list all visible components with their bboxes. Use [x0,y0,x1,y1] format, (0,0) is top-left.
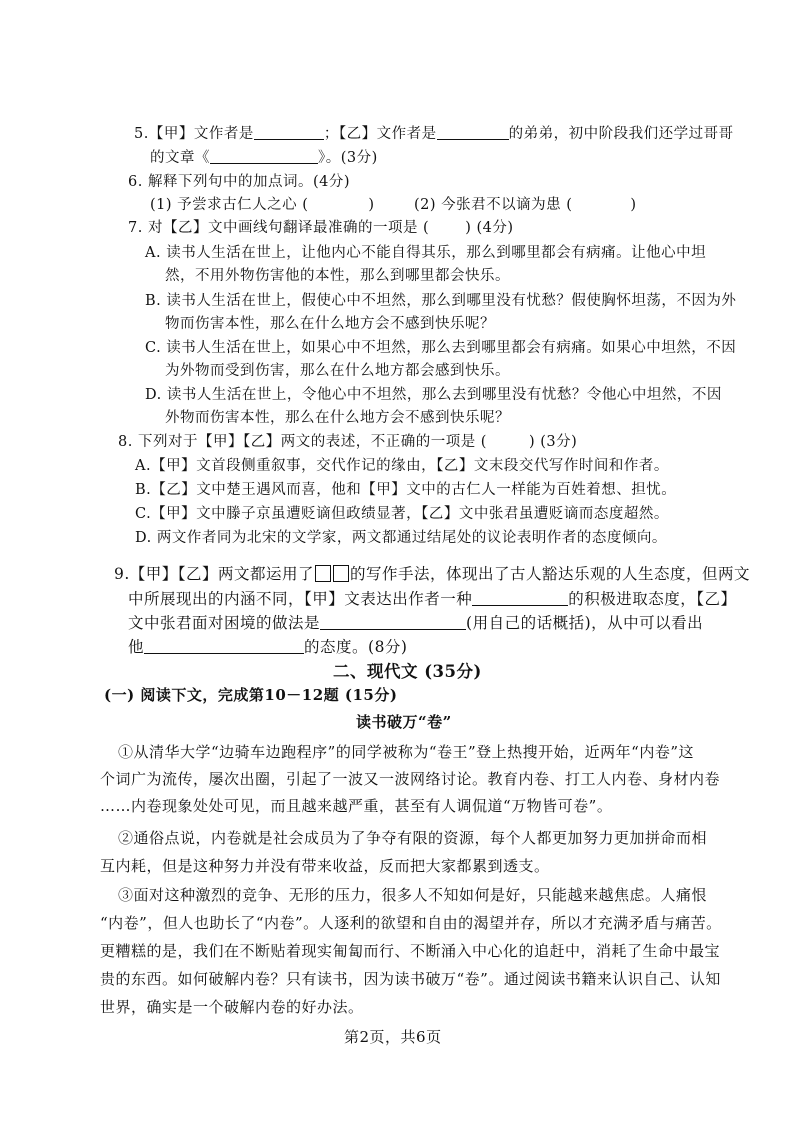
q9-text-3: 中所展现出的内涵不同，【甲】文表达出作者一种 [128,590,473,608]
q9-method-blank[interactable] [320,615,466,630]
q9-text-2: 的写作手法，体现出了古人豁达乐观的人生态度，但两文 [350,565,751,583]
q9-line1 [114,562,750,584]
q5-text-4: 的文章《 [150,150,210,166]
article-p3-line5: 世界，确实是一个破解内卷的好办法。 [100,998,364,1016]
q5-text-1: 5.【甲】文作者是 [134,126,254,142]
q6-item-2-text: (2) 今张君不以谪为患 ( [414,197,573,213]
article-p3-line2: “内卷”，但人也助长了“内卷”。人逐利的欲望和自由的渴望并存，所以才充满矛盾与痛苦。 [100,914,722,932]
q9-box-2[interactable] [333,565,349,582]
article-p3-line3: 更糟糕的是，我们在不断贴着现实匍匐而行、不断涌入中心化的追赶中，消耗了生命中最宝 [100,942,721,960]
article-p2-line1: ②通俗点说，内卷就是社会成员为了争夺有限的资源，每个人都更加努力更加拼命而相 [118,829,708,847]
article-p2-line2: 互内耗，但是这种努力并没有带来收益，反而把大家都累到透支。 [100,857,550,875]
q9-text-1: 9.【甲】【乙】两文都运用了 [114,565,315,583]
q8-title [118,430,577,451]
q9-text-5: 文中张君面对困境的做法是 [128,614,321,632]
q5-line2 [150,146,378,167]
article-title: 读书破万“卷” [356,713,452,731]
q8-option-a: A.【甲】文首段侧重叙事，交代作记的缘由，【乙】文末段交代写作时间和作者。 [135,458,669,474]
q7-option-c-line1: C. 读书人生活在世上，如果心中不坦然，那么去到哪里都会有病痛。如果心中坦然，不因 [145,340,737,356]
q8-option-c: C.【甲】文中滕子京虽遭贬谪但政绩显著，【乙】文中张君虽遭贬谪而态度超然。 [135,506,669,522]
q8-title-end: ) (3分) [528,434,578,450]
q6-item-1-text: (1) 予尝求古仁人之心 ( [150,197,309,213]
q5-text-5: 》。(3分) [318,150,378,166]
q5-author-b-blank[interactable] [437,125,509,140]
section-2-subheading: (一) 阅读下文，完成第10－12题 (15分) [104,686,398,704]
q7-title [128,216,514,237]
q7-title-text: 7. 对【乙】文中画线句翻译最准确的一项是 ( [128,220,430,236]
article-p1-line1: ①从清华大学“边骑车边跑程序”的同学被称为“卷王”登上热搜开始，近两年“内卷”这 [118,743,695,761]
page-number: 第2页，共6页 [344,1028,442,1046]
article-p3-line1: ③面对这种激烈的竞争、无形的压力，很多人不知如何是好，只能越来越焦虑。人痛恨 [118,886,708,904]
section-2-heading: 二、现代文 (35分) [333,662,482,681]
q7-option-d-line1: D. 读书人生活在世上，令他心中不坦然，那么去到哪里没有忧愁？令他心中坦然，不因 [145,387,722,403]
q7-option-d-line2: 外物而伤害本性，那么在什么地方会不感到快乐呢？ [165,410,510,426]
q9-box-1[interactable] [315,565,331,582]
q9-attitude2-blank[interactable] [144,639,304,654]
article-p1-line3: ……内卷现象处处可见，而且越来越严重，甚至有人调侃道“万物皆可卷”。 [100,797,613,815]
q8-title-text: 8. 下列对于【甲】【乙】两文的表述，不正确的一项是 ( [118,434,487,450]
q9-text-6: (用自己的话概括)，从中可以看出 [466,614,704,632]
q7-option-a-line1: A. 读书人生活在世上，让他内心不能自得其乐，那么到哪里都会有病痛。让他心中坦 [145,245,707,261]
q9-line3 [128,611,703,633]
q7-title-end: ) (4分) [465,220,514,236]
q8-option-d: D. 两文作者同为北宋的文学家，两文都通过结尾处的议论表明作者的态度倾向。 [135,530,667,546]
article-p1-line2: 个词广为流传，屡次出圈，引起了一波又一波网络讨论。教育内卷、打工人内卷、身材内卷 [100,770,721,788]
q9-text-7: 他 [128,638,145,656]
q7-option-c-line2: 为外物而受到伤害，那么在什么地方都会感到快乐。 [165,363,510,379]
article-p3-line4: 贵的东西。如何破解内卷？只有读书，因为读书破万“卷”。通过阅读书籍来认识自己、认知 [100,970,721,988]
q7-option-b-line1: B. 读书人生活在世上，假使心中不坦然，那么到哪里没有忧愁？假使胸怀坦荡，不因为外 [145,293,737,309]
q5-author-a-blank[interactable] [254,125,324,140]
q6-item-1 [150,193,375,214]
q9-text-4: 的积极进取态度，【乙】 [568,590,737,608]
q9-line4 [128,635,407,657]
q6-item-2-end: ) [630,197,637,213]
q9-text-8: 的态度。(8分) [304,638,408,656]
q7-option-b-line2: 物而伤害本性，那么在什么地方会不感到快乐呢？ [165,316,495,332]
q5-line1 [134,122,734,143]
q6-item-2 [414,193,637,214]
q5-text-3: 的弟弟，初中阶段我们还学过哥哥 [508,126,734,142]
q9-attitude-blank[interactable] [472,591,568,606]
q5-text-2: ；【乙】文作者是 [323,126,437,142]
q6-title: 6. 解释下列句中的加点词。(4分) [128,174,350,190]
q8-option-b: B.【乙】文中楚王遇风而喜，他和【甲】文中的古仁人一样能为百姓着想、担忧。 [135,482,677,498]
q9-line2 [128,587,737,609]
q5-article-blank[interactable] [210,149,318,164]
q6-item-1-end: ) [368,197,375,213]
q7-option-a-line2: 然，不用外物伤害他的本性，那么到哪里都会快乐。 [165,268,510,284]
